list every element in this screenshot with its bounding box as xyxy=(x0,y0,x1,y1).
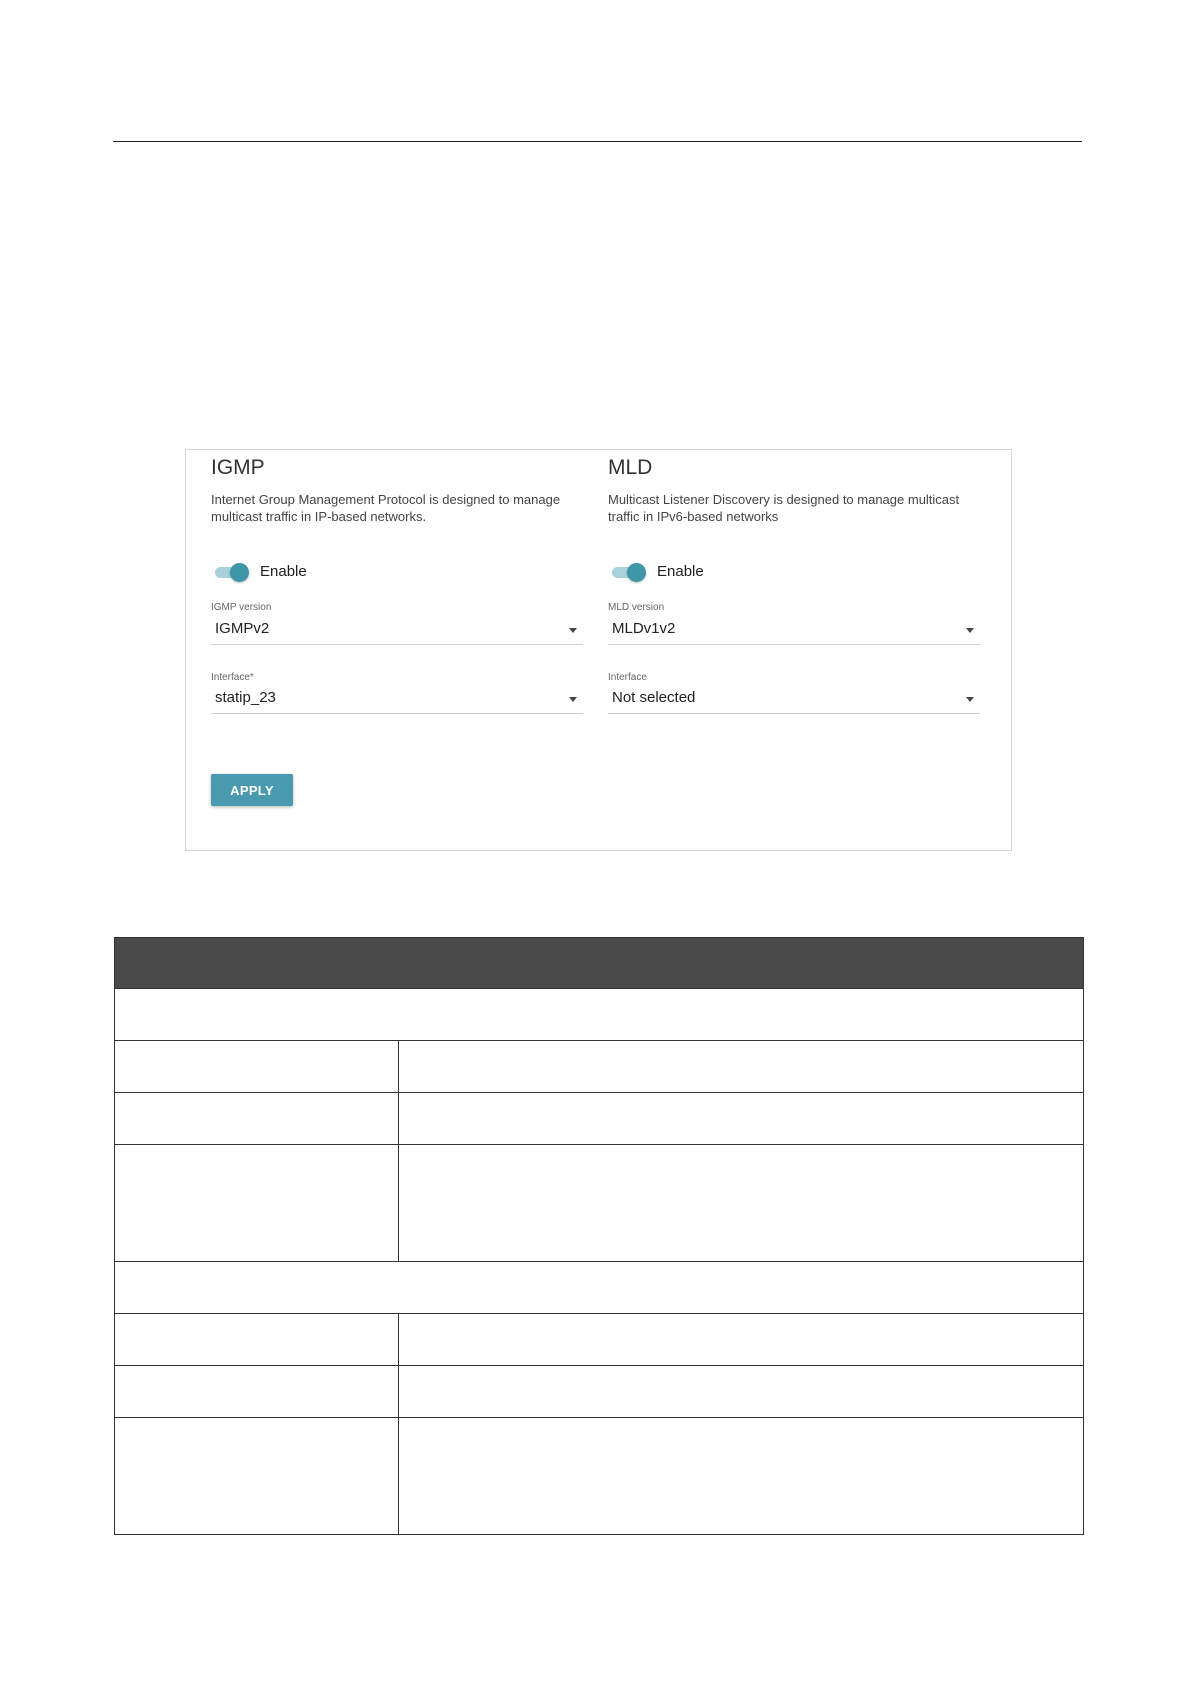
table-section-row xyxy=(114,1262,1084,1314)
table-cell xyxy=(399,1314,1083,1365)
table-cell xyxy=(115,1093,399,1144)
toggle-knob xyxy=(230,563,249,582)
mld-enable-label: Enable xyxy=(657,563,704,580)
table-header xyxy=(114,937,1084,989)
igmp-interface-select[interactable] xyxy=(211,685,583,714)
table-cell xyxy=(399,1093,1083,1144)
caret-down-icon xyxy=(966,697,974,702)
mld-version-select[interactable] xyxy=(608,616,980,645)
caret-down-icon xyxy=(966,628,974,633)
igmp-version-label: IGMP version xyxy=(211,602,272,613)
table-cell xyxy=(115,1366,399,1417)
igmp-description: Internet Group Management Protocol is designed to manage multicast traffic in IP-based networks. xyxy=(211,492,561,524)
mld-version-value: MLDv1v2 xyxy=(612,620,676,637)
parameters-table xyxy=(114,937,1084,1535)
table-row xyxy=(114,1314,1084,1366)
igmp-interface-label: Interface* xyxy=(211,672,254,683)
table-cell xyxy=(399,1041,1083,1092)
caret-down-icon xyxy=(569,697,577,702)
mld-enable-toggle[interactable] xyxy=(612,561,646,583)
table-cell xyxy=(115,1041,399,1092)
table-cell xyxy=(115,1145,399,1261)
caret-down-icon xyxy=(569,628,577,633)
table-row xyxy=(114,1041,1084,1093)
igmp-version-value: IGMPv2 xyxy=(215,620,270,637)
table-cell xyxy=(115,1262,1083,1313)
igmp-interface-value: statip_23 xyxy=(215,689,276,706)
igmp-version-select[interactable] xyxy=(211,616,583,645)
toggle-knob xyxy=(627,563,646,582)
table-row xyxy=(114,1093,1084,1145)
mld-interface-label: Interface xyxy=(608,672,647,683)
igmp-enable-toggle[interactable] xyxy=(215,561,249,583)
mld-interface-value: Not selected xyxy=(612,689,696,706)
igmp-title: IGMP xyxy=(211,456,265,479)
multicast-settings-panel xyxy=(185,449,1012,851)
table-cell xyxy=(399,1145,1083,1261)
top-divider xyxy=(113,141,1082,142)
table-cell xyxy=(115,989,1083,1040)
apply-button[interactable]: APPLY xyxy=(211,774,293,806)
mld-interface-select[interactable] xyxy=(608,685,980,714)
table-cell xyxy=(399,1418,1083,1534)
mld-description: Multicast Listener Discovery is designed to manage multicast traffic in IPv6-based networks xyxy=(608,492,960,524)
table-cell xyxy=(115,1418,399,1534)
table-row xyxy=(114,1418,1084,1535)
mld-title: MLD xyxy=(608,456,653,479)
table-cell xyxy=(115,1314,399,1365)
mld-version-label: MLD version xyxy=(608,602,665,613)
table-section-row xyxy=(114,989,1084,1041)
table-row xyxy=(114,1366,1084,1418)
table-cell xyxy=(399,1366,1083,1417)
igmp-enable-label: Enable xyxy=(260,563,307,580)
table-row xyxy=(114,1145,1084,1262)
